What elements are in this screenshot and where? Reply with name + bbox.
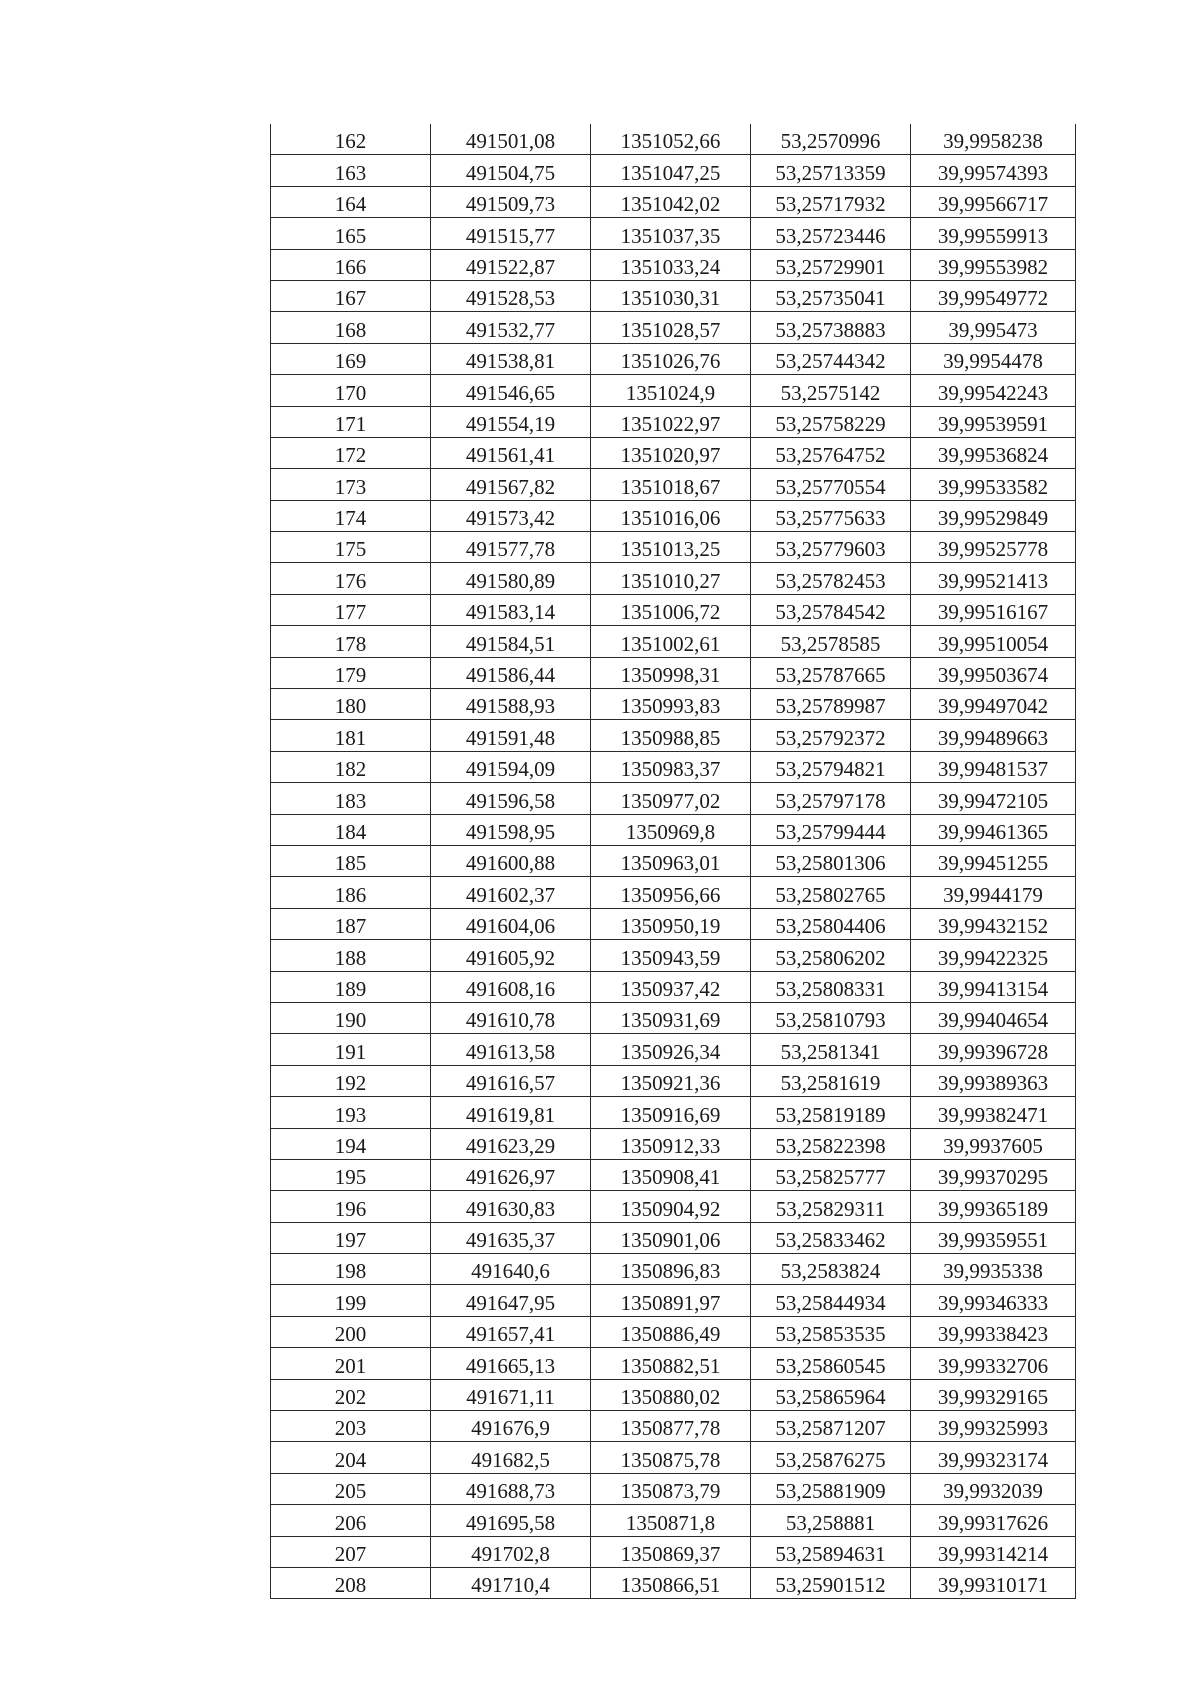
longitude-cell: 39,99566717: [911, 186, 1076, 217]
table-row: [271, 1128, 1076, 1159]
point-number-cell: 188: [271, 940, 431, 971]
table-row: [271, 406, 1076, 437]
latitude-cell: 53,25804406: [751, 908, 911, 939]
table-row: [271, 343, 1076, 374]
latitude-cell: 53,25758229: [751, 406, 911, 437]
x-coordinate-cell: 491561,41: [431, 437, 591, 468]
x-coordinate-cell: 491584,51: [431, 626, 591, 657]
x-coordinate-cell: 491515,77: [431, 218, 591, 249]
x-coordinate-cell: 491501,08: [431, 124, 591, 155]
y-coordinate-cell: 1350983,37: [591, 751, 751, 782]
point-number-cell: 173: [271, 469, 431, 500]
y-coordinate-cell: 1351033,24: [591, 249, 751, 280]
point-number-cell: 174: [271, 500, 431, 531]
point-number-cell: 207: [271, 1536, 431, 1567]
latitude-cell: 53,25819189: [751, 1097, 911, 1128]
table-row: [271, 1254, 1076, 1285]
latitude-cell: 53,25797178: [751, 783, 911, 814]
point-number-cell: 200: [271, 1316, 431, 1347]
longitude-cell: 39,99422325: [911, 940, 1076, 971]
y-coordinate-cell: 1350956,66: [591, 877, 751, 908]
longitude-cell: 39,99396728: [911, 1034, 1076, 1065]
y-coordinate-cell: 1351016,06: [591, 500, 751, 531]
y-coordinate-cell: 1350873,79: [591, 1473, 751, 1504]
point-number-cell: 208: [271, 1567, 431, 1598]
table-row: [271, 1473, 1076, 1504]
table-row: [271, 689, 1076, 720]
point-number-cell: 177: [271, 594, 431, 625]
table-row: [271, 249, 1076, 280]
longitude-cell: 39,99574393: [911, 155, 1076, 186]
y-coordinate-cell: 1350998,31: [591, 657, 751, 688]
table-row: [271, 1567, 1076, 1598]
longitude-cell: 39,99332706: [911, 1348, 1076, 1379]
longitude-cell: 39,99536824: [911, 437, 1076, 468]
x-coordinate-cell: 491588,93: [431, 689, 591, 720]
latitude-cell: 53,25860545: [751, 1348, 911, 1379]
x-coordinate-cell: 491580,89: [431, 563, 591, 594]
y-coordinate-cell: 1351002,61: [591, 626, 751, 657]
point-number-cell: 189: [271, 971, 431, 1002]
x-coordinate-cell: 491623,29: [431, 1128, 591, 1159]
latitude-cell: 53,25901512: [751, 1567, 911, 1598]
y-coordinate-cell: 1350943,59: [591, 940, 751, 971]
table-row: [271, 186, 1076, 217]
latitude-cell: 53,25822398: [751, 1128, 911, 1159]
latitude-cell: 53,2583824: [751, 1254, 911, 1285]
y-coordinate-cell: 1351052,66: [591, 124, 751, 155]
point-number-cell: 191: [271, 1034, 431, 1065]
point-number-cell: 185: [271, 845, 431, 876]
longitude-cell: 39,99489663: [911, 720, 1076, 751]
x-coordinate-cell: 491554,19: [431, 406, 591, 437]
point-number-cell: 199: [271, 1285, 431, 1316]
latitude-cell: 53,25764752: [751, 437, 911, 468]
longitude-cell: 39,99317626: [911, 1505, 1076, 1536]
table-row: [271, 1065, 1076, 1096]
point-number-cell: 202: [271, 1379, 431, 1410]
table-row: [271, 1222, 1076, 1253]
y-coordinate-cell: 1350921,36: [591, 1065, 751, 1096]
longitude-cell: 39,99510054: [911, 626, 1076, 657]
latitude-cell: 53,25806202: [751, 940, 911, 971]
x-coordinate-cell: 491630,83: [431, 1191, 591, 1222]
point-number-cell: 196: [271, 1191, 431, 1222]
latitude-cell: 53,25723446: [751, 218, 911, 249]
y-coordinate-cell: 1351028,57: [591, 312, 751, 343]
latitude-cell: 53,25871207: [751, 1411, 911, 1442]
latitude-cell: 53,25833462: [751, 1222, 911, 1253]
x-coordinate-cell: 491509,73: [431, 186, 591, 217]
y-coordinate-cell: 1350880,02: [591, 1379, 751, 1410]
table-row: [271, 877, 1076, 908]
latitude-cell: 53,25801306: [751, 845, 911, 876]
y-coordinate-cell: 1350916,69: [591, 1097, 751, 1128]
point-number-cell: 168: [271, 312, 431, 343]
y-coordinate-cell: 1351037,35: [591, 218, 751, 249]
longitude-cell: 39,99542243: [911, 375, 1076, 406]
latitude-cell: 53,258881: [751, 1505, 911, 1536]
latitude-cell: 53,25729901: [751, 249, 911, 280]
point-number-cell: 190: [271, 1002, 431, 1033]
y-coordinate-cell: 1351047,25: [591, 155, 751, 186]
table-row: [271, 940, 1076, 971]
latitude-cell: 53,25881909: [751, 1473, 911, 1504]
point-number-cell: 201: [271, 1348, 431, 1379]
y-coordinate-cell: 1350993,83: [591, 689, 751, 720]
table-row: [271, 720, 1076, 751]
x-coordinate-cell: 491591,48: [431, 720, 591, 751]
coordinates-table-container: [270, 124, 1075, 1599]
longitude-cell: 39,9932039: [911, 1473, 1076, 1504]
x-coordinate-cell: 491608,16: [431, 971, 591, 1002]
point-number-cell: 172: [271, 437, 431, 468]
point-number-cell: 169: [271, 343, 431, 374]
longitude-cell: 39,9935338: [911, 1254, 1076, 1285]
point-number-cell: 165: [271, 218, 431, 249]
longitude-cell: 39,99549772: [911, 280, 1076, 311]
latitude-cell: 53,2581619: [751, 1065, 911, 1096]
longitude-cell: 39,99329165: [911, 1379, 1076, 1410]
x-coordinate-cell: 491695,58: [431, 1505, 591, 1536]
x-coordinate-cell: 491546,65: [431, 375, 591, 406]
point-number-cell: 176: [271, 563, 431, 594]
x-coordinate-cell: 491682,5: [431, 1442, 591, 1473]
x-coordinate-cell: 491586,44: [431, 657, 591, 688]
latitude-cell: 53,25894631: [751, 1536, 911, 1567]
latitude-cell: 53,25865964: [751, 1379, 911, 1410]
x-coordinate-cell: 491577,78: [431, 532, 591, 563]
x-coordinate-cell: 491676,9: [431, 1411, 591, 1442]
table-row: [271, 657, 1076, 688]
longitude-cell: 39,99521413: [911, 563, 1076, 594]
latitude-cell: 53,25744342: [751, 343, 911, 374]
longitude-cell: 39,99323174: [911, 1442, 1076, 1473]
x-coordinate-cell: 491613,58: [431, 1034, 591, 1065]
longitude-cell: 39,99310171: [911, 1567, 1076, 1598]
longitude-cell: 39,99559913: [911, 218, 1076, 249]
longitude-cell: 39,99481537: [911, 751, 1076, 782]
table-row: [271, 1379, 1076, 1410]
longitude-cell: 39,9954478: [911, 343, 1076, 374]
point-number-cell: 206: [271, 1505, 431, 1536]
x-coordinate-cell: 491702,8: [431, 1536, 591, 1567]
x-coordinate-cell: 491657,41: [431, 1316, 591, 1347]
y-coordinate-cell: 1350871,8: [591, 1505, 751, 1536]
table-row: [271, 280, 1076, 311]
table-row: [271, 1442, 1076, 1473]
latitude-cell: 53,25784542: [751, 594, 911, 625]
table-row: [271, 908, 1076, 939]
table-row: [271, 124, 1076, 155]
longitude-cell: 39,99370295: [911, 1159, 1076, 1190]
longitude-cell: 39,99525778: [911, 532, 1076, 563]
longitude-cell: 39,99359551: [911, 1222, 1076, 1253]
table-row: [271, 751, 1076, 782]
x-coordinate-cell: 491538,81: [431, 343, 591, 374]
table-row: [271, 1285, 1076, 1316]
longitude-cell: 39,99539591: [911, 406, 1076, 437]
y-coordinate-cell: 1350891,97: [591, 1285, 751, 1316]
table-row: [271, 1316, 1076, 1347]
longitude-cell: 39,99346333: [911, 1285, 1076, 1316]
y-coordinate-cell: 1350931,69: [591, 1002, 751, 1033]
y-coordinate-cell: 1350908,41: [591, 1159, 751, 1190]
y-coordinate-cell: 1350963,01: [591, 845, 751, 876]
latitude-cell: 53,25775633: [751, 500, 911, 531]
y-coordinate-cell: 1350886,49: [591, 1316, 751, 1347]
table-row: [271, 1034, 1076, 1065]
y-coordinate-cell: 1350950,19: [591, 908, 751, 939]
point-number-cell: 164: [271, 186, 431, 217]
y-coordinate-cell: 1351030,31: [591, 280, 751, 311]
point-number-cell: 166: [271, 249, 431, 280]
longitude-cell: 39,99413154: [911, 971, 1076, 1002]
y-coordinate-cell: 1351010,27: [591, 563, 751, 594]
x-coordinate-cell: 491528,53: [431, 280, 591, 311]
table-row: [271, 375, 1076, 406]
x-coordinate-cell: 491619,81: [431, 1097, 591, 1128]
x-coordinate-cell: 491522,87: [431, 249, 591, 280]
x-coordinate-cell: 491610,78: [431, 1002, 591, 1033]
y-coordinate-cell: 1351006,72: [591, 594, 751, 625]
x-coordinate-cell: 491602,37: [431, 877, 591, 908]
x-coordinate-cell: 491598,95: [431, 814, 591, 845]
latitude-cell: 53,25779603: [751, 532, 911, 563]
longitude-cell: 39,99533582: [911, 469, 1076, 500]
table-row: [271, 1002, 1076, 1033]
y-coordinate-cell: 1350877,78: [591, 1411, 751, 1442]
table-row: [271, 469, 1076, 500]
longitude-cell: 39,99516167: [911, 594, 1076, 625]
point-number-cell: 179: [271, 657, 431, 688]
latitude-cell: 53,25782453: [751, 563, 911, 594]
x-coordinate-cell: 491688,73: [431, 1473, 591, 1504]
point-number-cell: 193: [271, 1097, 431, 1128]
point-number-cell: 170: [271, 375, 431, 406]
longitude-cell: 39,99338423: [911, 1316, 1076, 1347]
longitude-cell: 39,99314214: [911, 1536, 1076, 1567]
longitude-cell: 39,99325993: [911, 1411, 1076, 1442]
y-coordinate-cell: 1350937,42: [591, 971, 751, 1002]
longitude-cell: 39,99404654: [911, 1002, 1076, 1033]
table-row: [271, 814, 1076, 845]
x-coordinate-cell: 491600,88: [431, 845, 591, 876]
latitude-cell: 53,25802765: [751, 877, 911, 908]
latitude-cell: 53,25789987: [751, 689, 911, 720]
table-row: [271, 437, 1076, 468]
latitude-cell: 53,25810793: [751, 1002, 911, 1033]
x-coordinate-cell: 491665,13: [431, 1348, 591, 1379]
latitude-cell: 53,25735041: [751, 280, 911, 311]
point-number-cell: 171: [271, 406, 431, 437]
table-row: [271, 783, 1076, 814]
longitude-cell: 39,99472105: [911, 783, 1076, 814]
y-coordinate-cell: 1350896,83: [591, 1254, 751, 1285]
latitude-cell: 53,25792372: [751, 720, 911, 751]
table-row: [271, 563, 1076, 594]
x-coordinate-cell: 491626,97: [431, 1159, 591, 1190]
x-coordinate-cell: 491710,4: [431, 1567, 591, 1598]
table-row: [271, 312, 1076, 343]
latitude-cell: 53,25876275: [751, 1442, 911, 1473]
longitude-cell: 39,99451255: [911, 845, 1076, 876]
longitude-cell: 39,9944179: [911, 877, 1076, 908]
longitude-cell: 39,995473: [911, 312, 1076, 343]
x-coordinate-cell: 491594,09: [431, 751, 591, 782]
table-row: [271, 500, 1076, 531]
longitude-cell: 39,99432152: [911, 908, 1076, 939]
point-number-cell: 197: [271, 1222, 431, 1253]
latitude-cell: 53,25799444: [751, 814, 911, 845]
y-coordinate-cell: 1350912,33: [591, 1128, 751, 1159]
point-number-cell: 167: [271, 280, 431, 311]
longitude-cell: 39,99461365: [911, 814, 1076, 845]
y-coordinate-cell: 1350969,8: [591, 814, 751, 845]
x-coordinate-cell: 491616,57: [431, 1065, 591, 1096]
point-number-cell: 204: [271, 1442, 431, 1473]
x-coordinate-cell: 491567,82: [431, 469, 591, 500]
y-coordinate-cell: 1350875,78: [591, 1442, 751, 1473]
y-coordinate-cell: 1350869,37: [591, 1536, 751, 1567]
table-row: [271, 1411, 1076, 1442]
latitude-cell: 53,25825777: [751, 1159, 911, 1190]
y-coordinate-cell: 1351022,97: [591, 406, 751, 437]
latitude-cell: 53,25717932: [751, 186, 911, 217]
table-row: [271, 1348, 1076, 1379]
latitude-cell: 53,25808331: [751, 971, 911, 1002]
longitude-cell: 39,9958238: [911, 124, 1076, 155]
x-coordinate-cell: 491596,58: [431, 783, 591, 814]
table-row: [271, 845, 1076, 876]
point-number-cell: 187: [271, 908, 431, 939]
y-coordinate-cell: 1351042,02: [591, 186, 751, 217]
table-row: [271, 1159, 1076, 1190]
table-row: [271, 1536, 1076, 1567]
point-number-cell: 182: [271, 751, 431, 782]
y-coordinate-cell: 1350882,51: [591, 1348, 751, 1379]
x-coordinate-cell: 491583,14: [431, 594, 591, 625]
x-coordinate-cell: 491671,11: [431, 1379, 591, 1410]
point-number-cell: 195: [271, 1159, 431, 1190]
x-coordinate-cell: 491635,37: [431, 1222, 591, 1253]
y-coordinate-cell: 1351026,76: [591, 343, 751, 374]
y-coordinate-cell: 1350866,51: [591, 1567, 751, 1598]
latitude-cell: 53,25853535: [751, 1316, 911, 1347]
point-number-cell: 183: [271, 783, 431, 814]
point-number-cell: 175: [271, 532, 431, 563]
table-row: [271, 1097, 1076, 1128]
point-number-cell: 162: [271, 124, 431, 155]
longitude-cell: 39,9937605: [911, 1128, 1076, 1159]
y-coordinate-cell: 1351020,97: [591, 437, 751, 468]
y-coordinate-cell: 1350904,92: [591, 1191, 751, 1222]
table-row: [271, 626, 1076, 657]
coordinates-table-body: [271, 124, 1076, 1599]
latitude-cell: 53,25738883: [751, 312, 911, 343]
y-coordinate-cell: 1351024,9: [591, 375, 751, 406]
latitude-cell: 53,2575142: [751, 375, 911, 406]
longitude-cell: 39,99497042: [911, 689, 1076, 720]
y-coordinate-cell: 1350901,06: [591, 1222, 751, 1253]
latitude-cell: 53,25844934: [751, 1285, 911, 1316]
y-coordinate-cell: 1350977,02: [591, 783, 751, 814]
latitude-cell: 53,2578585: [751, 626, 911, 657]
x-coordinate-cell: 491605,92: [431, 940, 591, 971]
longitude-cell: 39,99553982: [911, 249, 1076, 280]
table-row: [271, 532, 1076, 563]
point-number-cell: 186: [271, 877, 431, 908]
longitude-cell: 39,99503674: [911, 657, 1076, 688]
latitude-cell: 53,25770554: [751, 469, 911, 500]
point-number-cell: 180: [271, 689, 431, 720]
table-row: [271, 594, 1076, 625]
table-row: [271, 1191, 1076, 1222]
x-coordinate-cell: 491573,42: [431, 500, 591, 531]
table-row: [271, 218, 1076, 249]
point-number-cell: 203: [271, 1411, 431, 1442]
longitude-cell: 39,99365189: [911, 1191, 1076, 1222]
longitude-cell: 39,99389363: [911, 1065, 1076, 1096]
point-number-cell: 184: [271, 814, 431, 845]
point-number-cell: 194: [271, 1128, 431, 1159]
x-coordinate-cell: 491647,95: [431, 1285, 591, 1316]
latitude-cell: 53,25829311: [751, 1191, 911, 1222]
latitude-cell: 53,25713359: [751, 155, 911, 186]
table-row: [271, 155, 1076, 186]
point-number-cell: 178: [271, 626, 431, 657]
x-coordinate-cell: 491640,6: [431, 1254, 591, 1285]
table-row: [271, 1505, 1076, 1536]
y-coordinate-cell: 1350988,85: [591, 720, 751, 751]
y-coordinate-cell: 1351018,67: [591, 469, 751, 500]
point-number-cell: 205: [271, 1473, 431, 1504]
x-coordinate-cell: 491532,77: [431, 312, 591, 343]
table-row: [271, 971, 1076, 1002]
y-coordinate-cell: 1350926,34: [591, 1034, 751, 1065]
latitude-cell: 53,25794821: [751, 751, 911, 782]
coordinates-table: [270, 124, 1076, 1599]
longitude-cell: 39,99529849: [911, 500, 1076, 531]
latitude-cell: 53,2581341: [751, 1034, 911, 1065]
latitude-cell: 53,2570996: [751, 124, 911, 155]
x-coordinate-cell: 491504,75: [431, 155, 591, 186]
point-number-cell: 192: [271, 1065, 431, 1096]
x-coordinate-cell: 491604,06: [431, 908, 591, 939]
latitude-cell: 53,25787665: [751, 657, 911, 688]
point-number-cell: 181: [271, 720, 431, 751]
point-number-cell: 198: [271, 1254, 431, 1285]
y-coordinate-cell: 1351013,25: [591, 532, 751, 563]
longitude-cell: 39,99382471: [911, 1097, 1076, 1128]
point-number-cell: 163: [271, 155, 431, 186]
